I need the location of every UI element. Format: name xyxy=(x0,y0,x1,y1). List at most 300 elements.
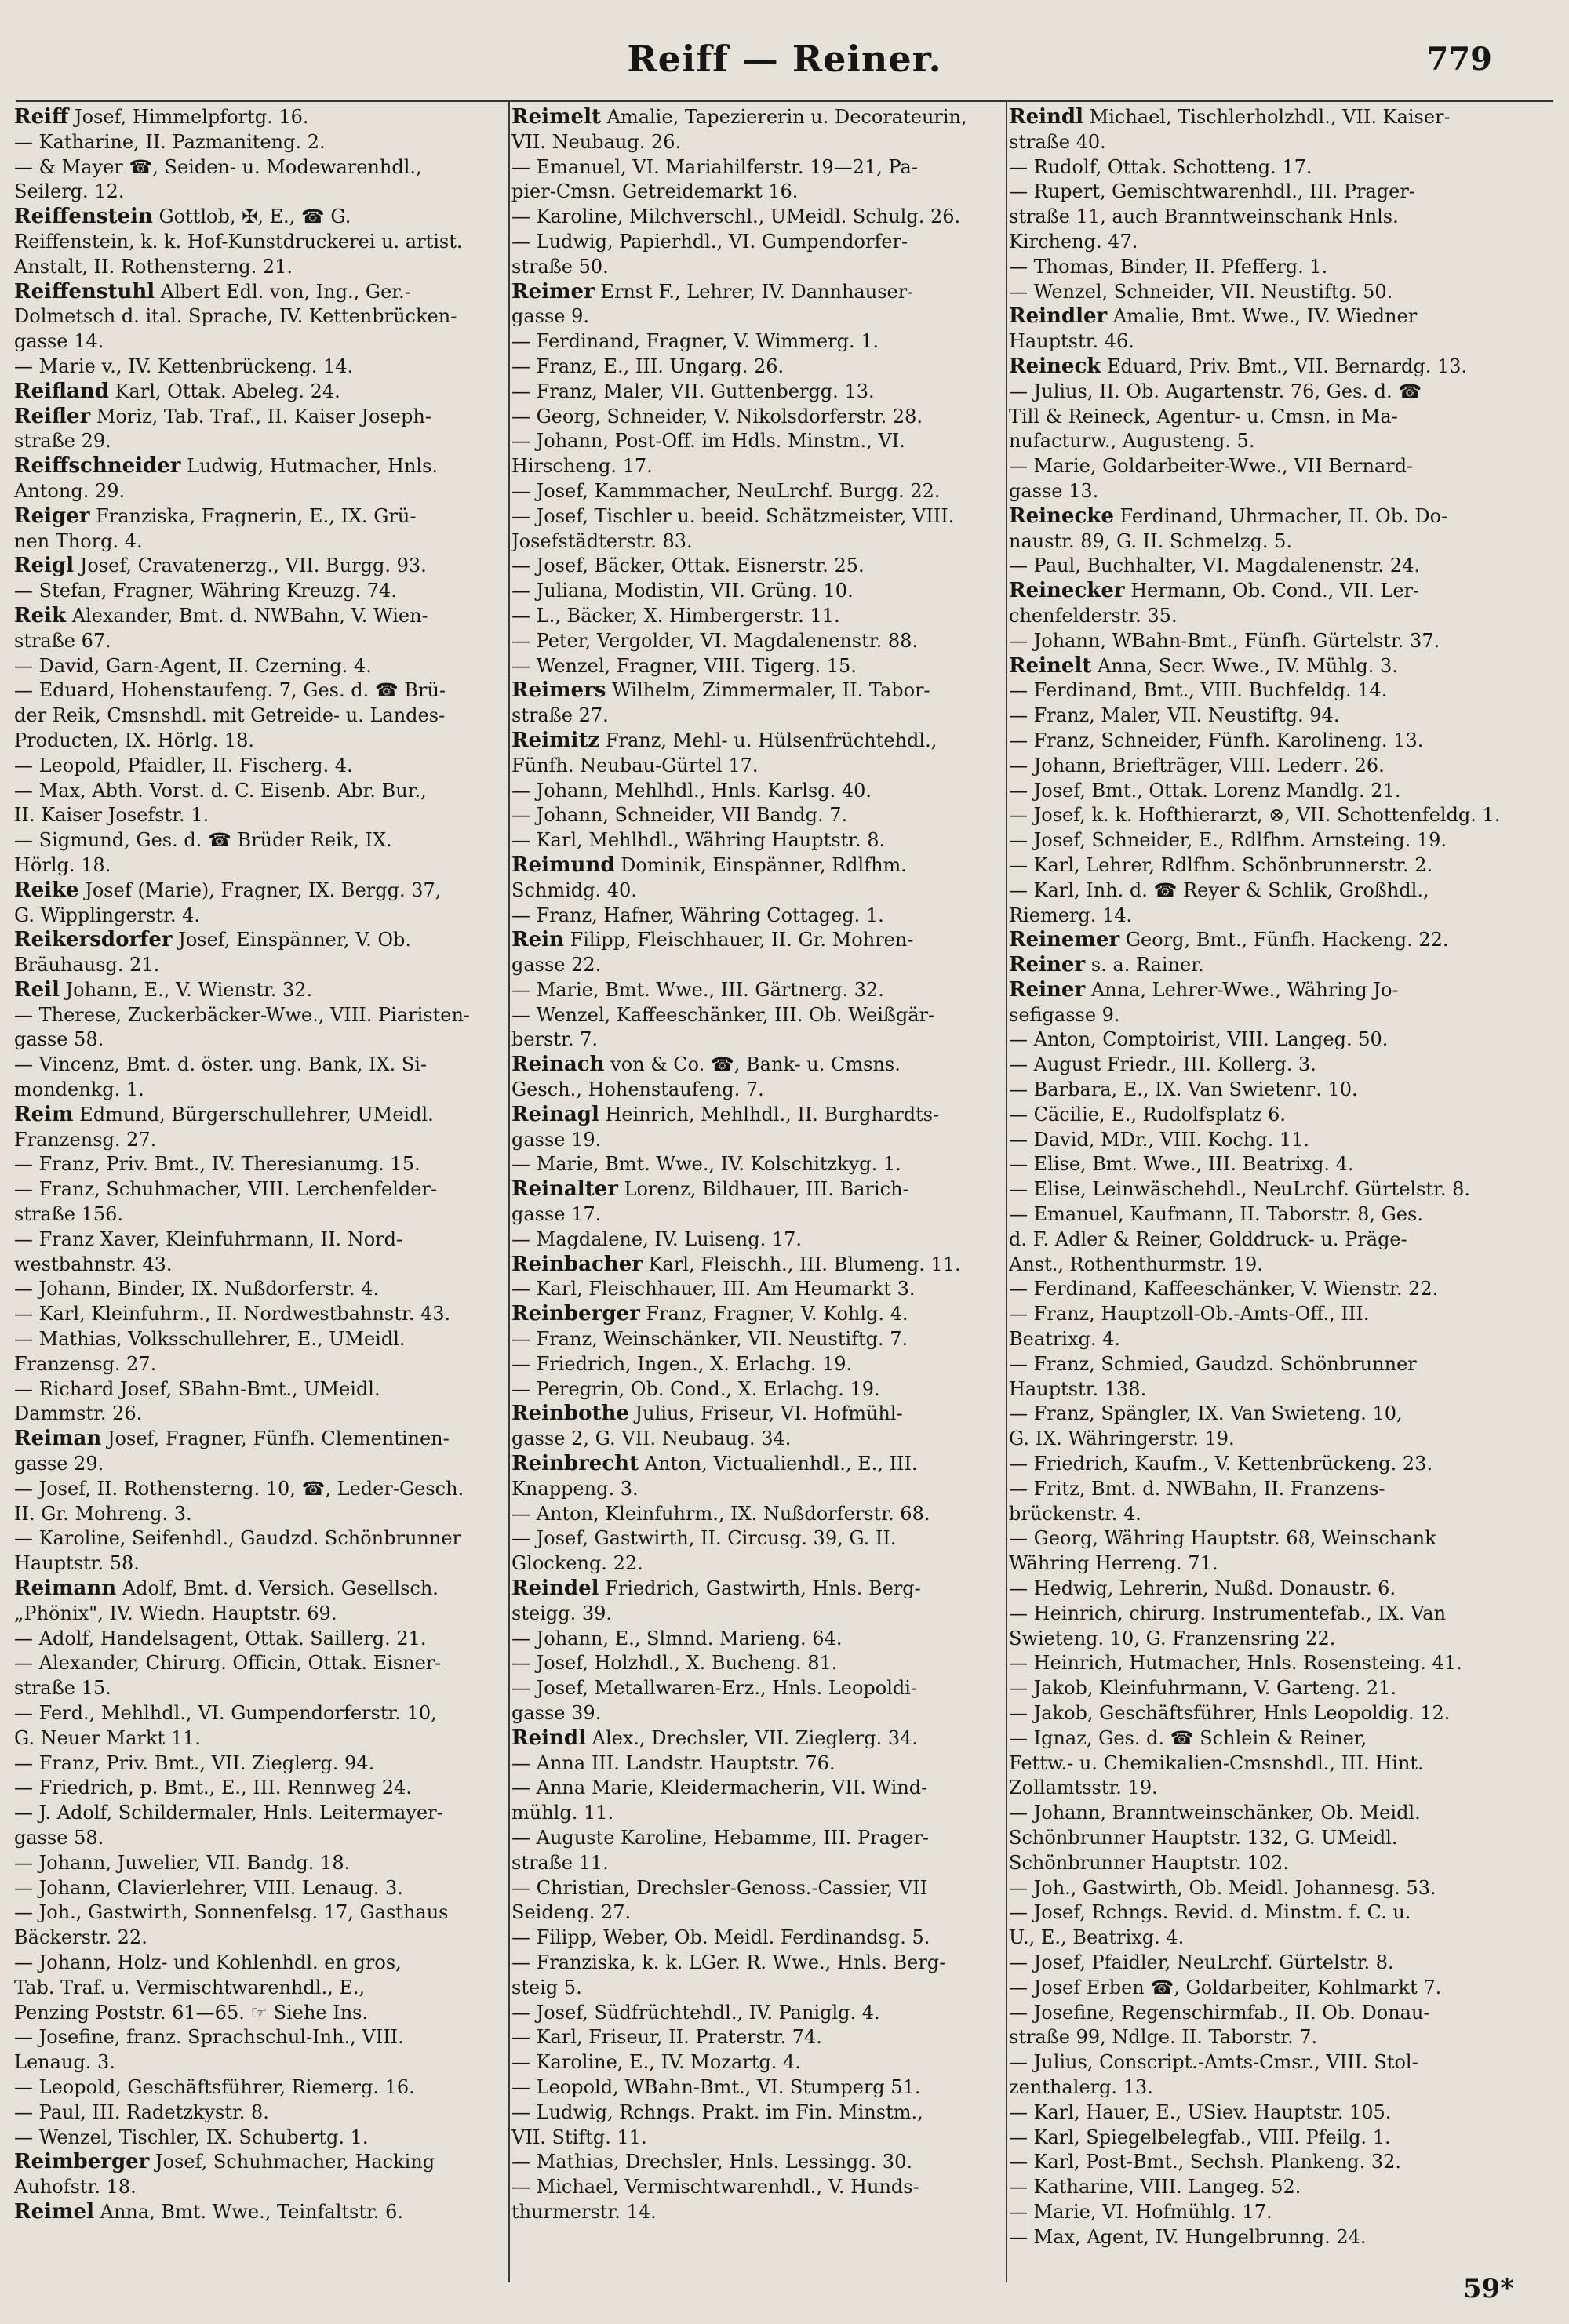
directory-entry xyxy=(1009,828,1502,853)
entry-text: Moriz, Tab. Traf., II. Kaiser Joseph- xyxy=(96,405,431,427)
entry-surname: Reimelt xyxy=(511,105,601,129)
page-header xyxy=(0,0,1569,98)
entry-text: — Franz, Hauptzoll-Ob.-Amts-Off., III. xyxy=(1009,1303,1370,1326)
directory-entry xyxy=(511,205,1007,230)
entry-text: — Ferdinand, Bmt., VIII. Buchfeldg. 14. xyxy=(1009,679,1388,702)
entry-text: Anstalt, II. Rothensterng. 21. xyxy=(14,255,293,278)
directory-entry xyxy=(511,1926,1007,1951)
entry-text: gasse 22. xyxy=(511,954,602,977)
directory-entry xyxy=(511,1477,1007,1502)
directory-entry xyxy=(1009,380,1502,405)
entry-text: Gesch., Hohenstaufeng. 7. xyxy=(511,1078,764,1101)
directory-entry xyxy=(1009,1128,1502,1153)
entry-text: Knappeng. 3. xyxy=(511,1477,639,1500)
entry-text: — Karl, Lehrer, Rdlfhm. Schönbrunnerstr. 2. xyxy=(1009,853,1433,876)
entry-text: — Peregrin, Ob. Cond., X. Erlachg. 19. xyxy=(511,1377,880,1400)
entry-text: — Emanuel, VI. Mariahilferstr. 19—21, Pa- xyxy=(511,155,918,178)
entry-text: — Josefine, franz. Sprachschul-Inh., VIII. xyxy=(14,2026,404,2049)
directory-entry xyxy=(1009,1751,1502,1777)
entry-text: Anton, Victualienhdl., E., III. xyxy=(644,1453,918,1475)
directory-entry xyxy=(1009,953,1502,978)
page-title: Reiff — Reiner. xyxy=(627,38,942,80)
entry-text: — Friedrich, p. Bmt., E., III. Rennweg 24. xyxy=(14,1777,413,1799)
entry-text: — Johann, Mehlhdl., Hnls. Karlsg. 40. xyxy=(511,779,872,802)
entry-text: Ludwig, Hutmacher, Hnls. xyxy=(187,455,439,478)
directory-entry xyxy=(1009,1851,1502,1876)
entry-text: — Paul, Buchhalter, VI. Magdalenenstr. 24. xyxy=(1009,555,1420,577)
entry-surname: Reike xyxy=(14,878,79,902)
entry-text: — Mathias, Drechsler, Hnls. Lessingg. 30. xyxy=(511,2151,912,2173)
entry-text: pier-Cmsn. Getreidemarkt 16. xyxy=(511,180,799,203)
directory-entry xyxy=(511,1751,1007,1777)
directory-entry xyxy=(1009,1701,1502,1726)
directory-entry xyxy=(511,754,1007,779)
entry-text: Beatrixg. 4. xyxy=(1009,1328,1120,1351)
entry-text: Gottlob, ✠, E., ☎ G. xyxy=(158,205,351,228)
directory-entry xyxy=(511,1851,1007,1876)
entry-text: Ernst F., Lehrer, IV. Dannhauser- xyxy=(600,280,914,303)
entry-surname: Reinelt xyxy=(1009,653,1092,678)
entry-text: — Franz, Spängler, IX. Van Swieteng. 10, xyxy=(1009,1402,1403,1425)
directory-entry xyxy=(14,2075,508,2100)
entry-text: — Max, Agent, IV. Hungelbrunng. 24. xyxy=(1009,2225,1367,2248)
directory-entry xyxy=(511,554,1007,579)
entry-text: nen Thorg. 4. xyxy=(14,529,143,552)
directory-entry xyxy=(14,1277,508,1302)
directory-entry xyxy=(511,329,1007,355)
entry-text: Hermann, Ob. Cond., VII. Ler- xyxy=(1130,580,1420,602)
directory-entry xyxy=(1009,1477,1502,1502)
directory-entry xyxy=(14,380,508,405)
entry-text: s. a. Rainer. xyxy=(1090,954,1204,977)
directory-entry xyxy=(14,1302,508,1327)
entry-text: — Ferd., Mehlhdl., VI. Gumpendorferstr. 10, xyxy=(14,1702,437,1724)
entry-text: — Sigmund, Ges. d. ☎ Brüder Reik, IX. xyxy=(14,829,392,852)
entry-text: Tab. Traf. u. Vermischtwarenhdl., E., xyxy=(14,1976,366,1998)
entry-text: — Vincenz, Bmt. d. öster. ung. Bank, IX. Si- xyxy=(14,1053,428,1076)
directory-entry xyxy=(14,429,508,454)
directory-entry xyxy=(1009,704,1502,729)
entry-text: — August Friedr., III. Kollerg. 3. xyxy=(1009,1053,1316,1076)
directory-entry xyxy=(511,1551,1007,1577)
entry-text: Zollamtsstr. 19. xyxy=(1009,1777,1158,1799)
entry-text: — Johann, Juwelier, VII. Bandg. 18. xyxy=(14,1851,351,1874)
entry-text: — Jakob, Geschäftsführer, Hnls Leopoldig. 12. xyxy=(1009,1702,1451,1724)
directory-entry xyxy=(511,654,1007,679)
entry-surname: Reinecke xyxy=(1009,504,1114,528)
entry-text: Glockeng. 22. xyxy=(511,1552,643,1575)
directory-entry xyxy=(511,1027,1007,1053)
directory-entry xyxy=(511,604,1007,629)
entry-text: sefigasse 9. xyxy=(1009,1003,1120,1026)
entry-text: — Josef, Bäcker, Ottak. Eisnerstr. 25. xyxy=(511,555,865,577)
directory-entry xyxy=(14,878,508,904)
directory-entry xyxy=(511,853,1007,878)
directory-entry xyxy=(14,479,508,504)
entry-text: Franz, Mehl- u. Hülsenfrüchtehdl., xyxy=(605,729,937,751)
entry-text: — Friedrich, Kaufm., V. Kettenbrückeng. 23. xyxy=(1009,1453,1433,1475)
directory-entry xyxy=(1009,1277,1502,1302)
entry-text: — Josefine, Regenschirmfab., II. Ob. Donau- xyxy=(1009,2001,1430,2024)
directory-entry xyxy=(14,2100,508,2126)
directory-entry xyxy=(1009,1826,1502,1851)
directory-entry xyxy=(14,504,508,529)
directory-entry xyxy=(14,729,508,754)
directory-entry xyxy=(14,678,508,704)
directory-entry xyxy=(14,280,508,305)
entry-text: Seideng. 27. xyxy=(511,1901,632,1924)
page-number: 779 xyxy=(1426,41,1492,78)
entry-text: G. Wipplingerstr. 4. xyxy=(14,904,201,926)
entry-surname: Reiner xyxy=(1009,977,1086,1002)
directory-entry xyxy=(14,1602,508,1627)
directory-entry xyxy=(1009,1327,1502,1352)
entry-text: straße 15. xyxy=(14,1677,111,1700)
directory-entry xyxy=(14,230,508,255)
entry-text: — Franz, Schneider, Fünfh. Karolineng. 13. xyxy=(1009,729,1424,751)
entry-text: — Johann, Briefträger, VIII. Lederг. 26. xyxy=(1009,754,1385,776)
directory-entry xyxy=(14,180,508,205)
entry-text: — Stefan, Fragner, Währing Kreuzg. 74. xyxy=(14,580,397,602)
entry-text: von & Co. ☎, Bank- u. Cmsns. xyxy=(610,1053,901,1076)
entry-text: Josefstädterstr. 83. xyxy=(511,529,693,552)
directory-entry xyxy=(511,1253,1007,1278)
entry-text: Lorenz, Bildhauer, III. Barich- xyxy=(624,1178,909,1201)
entry-text: — Friedrich, Ingen., X. Erlachg. 19. xyxy=(511,1352,853,1375)
directory-entry xyxy=(14,654,508,679)
entry-text: der Reik, Cmsnshdl. mit Getreide- u. Landes- xyxy=(14,704,446,727)
entry-text: Amalie, Bmt. Wwe., IV. Wiedner xyxy=(1112,305,1418,328)
directory-entry xyxy=(14,304,508,329)
directory-entry xyxy=(1009,1078,1502,1103)
directory-entry xyxy=(14,155,508,180)
directory-entry xyxy=(1009,1427,1502,1452)
directory-entry xyxy=(1009,1926,1502,1951)
entry-text: — Jakob, Kleinfuhrmann, V. Garteng. 21. xyxy=(1009,1677,1397,1700)
directory-entry xyxy=(14,1003,508,1028)
entry-text: Adolf, Bmt. d. Versich. Gesellsch. xyxy=(122,1577,439,1600)
directory-entry xyxy=(1009,1976,1502,2001)
entry-text: gasse 58. xyxy=(14,1826,104,1849)
entry-surname: Reikersdorfer xyxy=(14,928,173,952)
directory-entry xyxy=(14,1976,508,2001)
directory-entry xyxy=(511,629,1007,654)
entry-text: — Franz, Priv. Bmt., IV. Theresianumg. 15. xyxy=(14,1153,420,1176)
directory-entry xyxy=(14,1651,508,1676)
entry-text: — Franz, Schmied, Gaudzd. Schönbrunner xyxy=(1009,1352,1417,1375)
directory-entry xyxy=(1009,878,1502,904)
entry-text: — Emanuel, Kaufmann, II. Taborstr. 8, Ges. xyxy=(1009,1203,1423,1226)
entry-text: — Eduard, Hohenstaufeng. 7, Ges. d. ☎ Brü- xyxy=(14,679,446,702)
entry-text: Antong. 29. xyxy=(14,479,126,502)
directory-entry xyxy=(1009,579,1502,604)
directory-entry xyxy=(14,329,508,355)
entry-text: berstr. 7. xyxy=(511,1028,598,1051)
directory-entry xyxy=(511,1003,1007,1028)
directory-entry xyxy=(1009,2225,1502,2250)
entry-text: — Hedwig, Lehrerin, Nußd. Donaustr. 6. xyxy=(1009,1577,1396,1600)
directory-entry xyxy=(1009,429,1502,454)
directory-entry xyxy=(1009,2075,1502,2100)
directory-entry xyxy=(511,355,1007,380)
entry-text: Karl, Ottak. Abeleg. 24. xyxy=(115,380,340,402)
directory-entry xyxy=(14,828,508,853)
directory-entry xyxy=(511,130,1007,155)
entry-surname: Reiff xyxy=(14,105,69,129)
directory-entry xyxy=(14,853,508,878)
entry-text: — Elise, Leinwäschehdl., NeuLrchf. Gürtelstr. 8. xyxy=(1009,1178,1471,1201)
directory-entry xyxy=(14,1851,508,1876)
directory-entry xyxy=(511,1227,1007,1253)
directory-entry xyxy=(1009,1951,1502,1976)
directory-entry xyxy=(511,1776,1007,1801)
entry-text: — Karl, Inh. d. ☎ Reyer & Schlik, Großhdl., xyxy=(1009,878,1429,901)
entry-surname: Reinach xyxy=(511,1053,605,1077)
entry-text: gasse 29. xyxy=(14,1453,104,1475)
entry-text: — Elise, Bmt. Wwe., III. Beatrixg. 4. xyxy=(1009,1153,1354,1176)
entry-text: Fünfh. Neubau-Gürtel 17. xyxy=(511,754,759,776)
directory-entry xyxy=(511,2126,1007,2151)
directory-entry xyxy=(14,803,508,828)
directory-entry xyxy=(14,904,508,929)
directory-entry xyxy=(511,1302,1007,1327)
entry-text: Julius, Friseur, VI. Hofmühl- xyxy=(635,1402,903,1425)
entry-text: — Johann, Holz- und Kohlenhdl. en gros, xyxy=(14,1951,402,1973)
directory-entry xyxy=(14,554,508,579)
entry-surname: Reindl xyxy=(1009,105,1083,129)
directory-entry xyxy=(14,1152,508,1177)
directory-entry xyxy=(1009,729,1502,754)
entry-text: d. F. Adler & Reiner, Golddruck- u. Präge- xyxy=(1009,1227,1407,1250)
entry-text: Riemerg. 14. xyxy=(1009,904,1133,926)
directory-entry xyxy=(1009,529,1502,555)
entry-surname: Reindler xyxy=(1009,304,1108,329)
entry-text: — Johann, Post-Off. im Hdls. Minstm., VI. xyxy=(511,430,905,453)
directory-entry xyxy=(1009,1452,1502,1477)
entry-text: Albert Edl. von, Ing., Ger.- xyxy=(160,280,411,303)
directory-entry xyxy=(1009,255,1502,280)
entry-text: — Franz Xaver, Kleinfuhrmann, II. Nord- xyxy=(14,1227,403,1250)
entry-text: — Joh., Gastwirth, Sonnenfelsg. 17, Gasthaus xyxy=(14,1901,449,1924)
entry-surname: Reinbothe xyxy=(511,1402,629,1426)
entry-text: Eduard, Priv. Bmt., VII. Bernardg. 13. xyxy=(1106,355,1468,377)
entry-text: Johann, E., V. Wienstr. 32. xyxy=(65,978,313,1001)
entry-text: Auhofstr. 18. xyxy=(14,2176,137,2199)
entry-text: — Karoline, Milchverschl., UMeidl. Schulg. 26. xyxy=(511,205,961,228)
entry-text: Bräuhausg. 21. xyxy=(14,954,160,977)
entry-text: Georg, Bmt., Fünfh. Hackeng. 22. xyxy=(1125,929,1449,951)
entry-text: — Johann, Binder, IX. Nußdorferstr. 4. xyxy=(14,1278,380,1300)
directory-entry xyxy=(14,1327,508,1352)
entry-text: straße 99, Ndlge. II. Taborstr. 7. xyxy=(1009,2026,1318,2049)
directory-entry xyxy=(511,1627,1007,1652)
entry-surname: Reinbacher xyxy=(511,1252,643,1276)
directory-entry xyxy=(511,1701,1007,1726)
directory-entry xyxy=(14,1027,508,1053)
directory-entry xyxy=(1009,1202,1502,1227)
directory-entry xyxy=(511,1602,1007,1627)
entry-text: brückenstr. 4. xyxy=(1009,1502,1141,1525)
entry-text: — Marie, Bmt. Wwe., IV. Kolschitzkyg. 1. xyxy=(511,1153,901,1176)
directory-entry xyxy=(14,1427,508,1452)
directory-entry xyxy=(14,2200,508,2225)
entry-text: steigg. 39. xyxy=(511,1602,612,1624)
entry-text: Alexander, Bmt. d. NWBahn, V. Wien- xyxy=(71,604,428,627)
entry-text: — Franz, Priv. Bmt., VII. Zieglerg. 94. xyxy=(14,1751,375,1774)
entry-text: Dominik, Einspänner, Rdlfhm. xyxy=(621,853,907,876)
entry-text: Hauptstr. 58. xyxy=(14,1552,140,1575)
directory-entry xyxy=(1009,604,1502,629)
entry-surname: Reimberger xyxy=(14,2150,150,2174)
entry-text: — Franz, Weinschänker, VII. Neustiftg. 7. xyxy=(511,1328,908,1351)
directory-entry xyxy=(14,1551,508,1577)
entry-text: naustr. 89, G. II. Schmelzg. 5. xyxy=(1009,529,1293,552)
entry-text: Karl, Fleischh., III. Blumeng. 11. xyxy=(648,1253,961,1275)
directory-entry xyxy=(14,1701,508,1726)
directory-entry xyxy=(1009,978,1502,1003)
directory-entry xyxy=(1009,1003,1502,1028)
directory-entry xyxy=(1009,2150,1502,2175)
entry-text: — Thomas, Binder, II. Pfefferg. 1. xyxy=(1009,255,1328,278)
entry-text: G. IX. Währingerstr. 19. xyxy=(1009,1427,1235,1450)
directory-entry xyxy=(14,1776,508,1801)
entry-text: Anna, Lehrer-Wwe., Währing Jo- xyxy=(1090,978,1399,1001)
entry-text: — Karl, Kleinfuhrm., II. Nordwestbahnstr. 43. xyxy=(14,1303,451,1326)
directory-entry xyxy=(1009,2175,1502,2200)
directory-entry xyxy=(511,978,1007,1003)
entry-text: — Wenzel, Kaffeeschänker, III. Ob. Weißgär- xyxy=(511,1003,935,1026)
entry-text: gasse 39. xyxy=(511,1702,602,1724)
entry-surname: Reimann xyxy=(14,1577,117,1601)
directory-entry xyxy=(511,304,1007,329)
directory-entry xyxy=(511,1202,1007,1227)
entry-surname: Reiger xyxy=(14,504,90,528)
directory-entry xyxy=(1009,2050,1502,2075)
directory-entry xyxy=(14,2175,508,2200)
entry-text: — Josef Erben ☎, Goldarbeiter, Kohlmarkt 7. xyxy=(1009,1976,1442,1998)
entry-text: — Magdalene, IV. Luiseng. 17. xyxy=(511,1227,803,1250)
directory-entry xyxy=(511,405,1007,430)
entry-text: — Paul, III. Radetzkystr. 8. xyxy=(14,2100,269,2123)
directory-entry xyxy=(14,953,508,978)
directory-entry xyxy=(14,255,508,280)
directory-entry xyxy=(14,1177,508,1202)
entry-text: — Richard Josef, SBahn-Bmt., UMeidl. xyxy=(14,1377,380,1400)
directory-entry xyxy=(511,1577,1007,1602)
directory-entry xyxy=(14,130,508,155)
entry-text: — Heinrich, Hutmacher, Hnls. Rosensteing. 41. xyxy=(1009,1652,1462,1675)
entry-surname: Reifland xyxy=(14,379,109,403)
directory-entry xyxy=(1009,130,1502,155)
entry-text: Anna, Bmt. Wwe., Teinfaltstr. 6. xyxy=(100,2200,403,2223)
entry-text: straße 50. xyxy=(511,255,609,278)
entry-text: — Heinrich, chirurg. Instrumentefab., IX. Van xyxy=(1009,1602,1447,1624)
entry-text: — Franz, Maler, VII. Neustiftg. 94. xyxy=(1009,704,1340,727)
directory-entry xyxy=(511,1900,1007,1926)
directory-entry xyxy=(1009,904,1502,929)
directory-entry xyxy=(14,2126,508,2151)
entry-text: — Therese, Zuckerbäcker-Wwe., VIII. Piaristen- xyxy=(14,1003,471,1026)
directory-entry xyxy=(14,205,508,230)
directory-entry xyxy=(1009,329,1502,355)
directory-entry xyxy=(1009,155,1502,180)
directory-entry xyxy=(511,1352,1007,1377)
directory-entry xyxy=(14,454,508,479)
directory-entry xyxy=(14,2150,508,2175)
entry-text: Schmidg. 40. xyxy=(511,878,637,901)
directory-entry xyxy=(1009,1776,1502,1801)
entry-surname: Reineck xyxy=(1009,354,1101,378)
directory-entry xyxy=(511,1826,1007,1851)
entry-text: thurmerstr. 14. xyxy=(511,2200,657,2223)
entry-text: — Leopold, WBahn-Bmt., VI. Stumperg 51. xyxy=(511,2075,921,2098)
entry-text: — Barbara, E., IX. Van Swietenг. 10. xyxy=(1009,1078,1358,1101)
directory-entry xyxy=(14,405,508,430)
directory-entry xyxy=(14,928,508,953)
directory-entry xyxy=(511,429,1007,454)
entry-text: — Wenzel, Fragner, VIII. Tigerg. 15. xyxy=(511,654,857,677)
directory-entry xyxy=(511,2150,1007,2175)
directory-entry xyxy=(511,255,1007,280)
entry-text: — Josef, Pfaidler, NeuLrchf. Gürtelstr. 8. xyxy=(1009,1951,1394,1973)
directory-entry xyxy=(1009,554,1502,579)
entry-text: steig 5. xyxy=(511,1976,582,1998)
entry-text: Dolmetsch d. ital. Sprache, IV. Kettenbrücken- xyxy=(14,305,457,328)
entry-text: Hirscheng. 17. xyxy=(511,455,653,478)
directory-entry xyxy=(1009,1027,1502,1053)
entry-text: — Karl, Mehlhdl., Währing Hauptstr. 8. xyxy=(511,829,886,852)
entry-text: — Ferdinand, Fragner, V. Wimmerg. 1. xyxy=(511,330,879,353)
directory-entry xyxy=(1009,304,1502,329)
entry-text: Josef, Himmelpfortg. 16. xyxy=(75,106,309,128)
directory-entry xyxy=(1009,1177,1502,1202)
entry-text: Heinrich, Mehlhdl., II. Burghardts- xyxy=(605,1103,940,1126)
directory-entry xyxy=(1009,1602,1502,1627)
directory-entry xyxy=(511,904,1007,929)
directory-entry xyxy=(511,878,1007,904)
entry-text: straße 67. xyxy=(14,629,111,652)
entry-text: straße 11, auch Branntweinschank Hnls. xyxy=(1009,205,1399,228)
signature-mark: 59* xyxy=(1462,2273,1514,2304)
entry-text: — Johann, WBahn-Bmt., Fünfh. Gürtelstr. 37. xyxy=(1009,629,1440,652)
entry-text: — Joh., Gastwirth, Ob. Meidl. Johannesg. 53. xyxy=(1009,1876,1436,1899)
entry-text: — Josef, k. k. Hofthierarzt, ⊗, VII. Schottenfeldg. 1. xyxy=(1009,804,1501,827)
directory-entry xyxy=(511,1152,1007,1177)
entry-surname: Reinalter xyxy=(511,1177,618,1202)
directory-entry xyxy=(14,355,508,380)
directory-entry xyxy=(511,479,1007,504)
directory-entry xyxy=(511,280,1007,305)
entry-text: — Katharine, VIII. Langeg. 52. xyxy=(1009,2176,1301,2199)
entry-text: U., E., Beatrixg. 4. xyxy=(1009,1926,1185,1949)
entry-text: — Franz, E., III. Ungarg. 26. xyxy=(511,355,784,377)
directory-entry xyxy=(14,1676,508,1701)
directory-entry xyxy=(511,678,1007,704)
entry-text: — Filipp, Weber, Ob. Meidl. Ferdinandsg. 5. xyxy=(511,1926,930,1949)
entry-surname: Reigl xyxy=(14,554,75,578)
directory-entry xyxy=(14,2050,508,2075)
entry-text: gasse 58. xyxy=(14,1028,104,1051)
directory-entry xyxy=(14,754,508,779)
directory-entry xyxy=(1009,1502,1502,1527)
directory-entry xyxy=(511,828,1007,853)
entry-text: Franziska, Fragnerin, E., IX. Grü- xyxy=(96,504,417,527)
entry-text: Josef, Cravatenerzg., VII. Burgg. 93. xyxy=(79,555,427,577)
directory-entry xyxy=(511,1726,1007,1751)
directory-entry xyxy=(1009,1577,1502,1602)
entry-text: — David, MDr., VIII. Kochg. 11. xyxy=(1009,1128,1310,1151)
entry-text: — Max, Abth. Vorst. d. C. Eisenb. Abr. Bur., xyxy=(14,779,427,802)
